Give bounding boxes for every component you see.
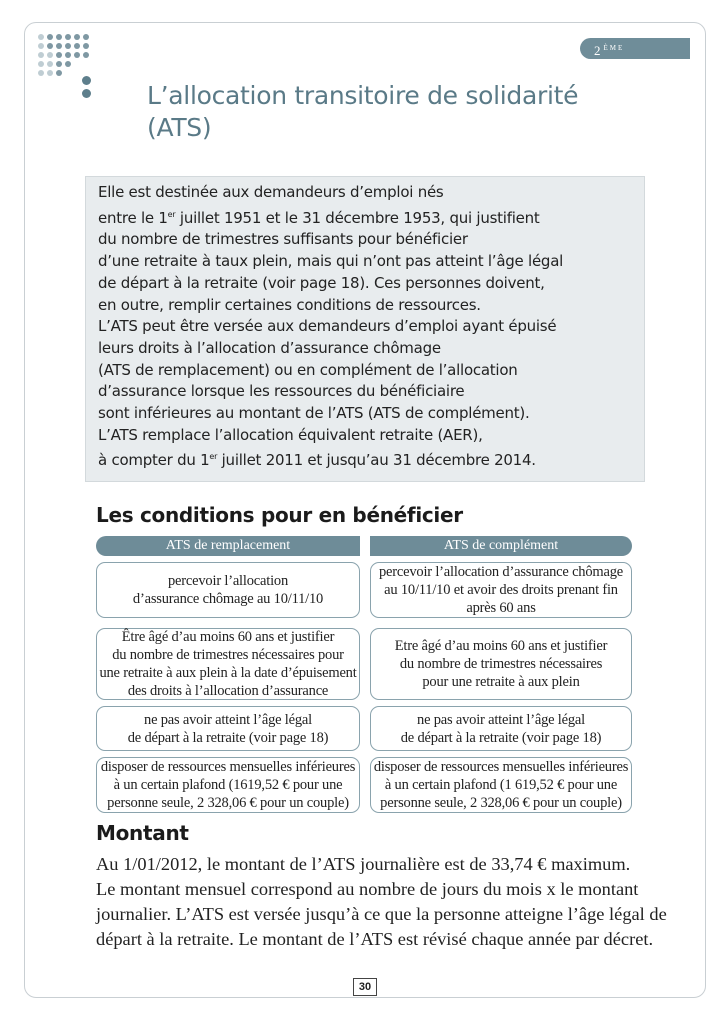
montant-heading: Montant <box>96 821 189 845</box>
intro-line: entre le 1er juillet 1951 et le 31 décembre 1953, qui justifient <box>98 208 540 227</box>
part-tab <box>580 38 690 79</box>
montant-paragraph <box>96 852 667 952</box>
montant-line: Au 1/01/2012, le montant de l’ATS journalière est de 33,74 € maximum. <box>96 854 631 874</box>
intro-line: d’une retraite à taux plein, mais qui n’ont pas atteint l’âge légal <box>98 252 564 271</box>
condition-box-right-2: Etre âgé d’au moins 60 ans et justifier du nombre de trimestres nécessaires pour une retraite à aux plein <box>370 628 632 700</box>
intro-line: L’ATS peut être versée aux demandeurs d’emploi ayant épuisé <box>98 317 557 336</box>
montant-line: journalier. L’ATS est versée jusqu’à ce que la personne atteigne l’âge légal de <box>96 904 667 924</box>
part-label: PARTIE <box>594 64 656 79</box>
montant-line: départ à la retraite. Le montant de l’ATS est révisé chaque année par décret. <box>96 929 654 949</box>
decorative-dots <box>38 34 98 100</box>
intro-line: d’assurance lorsque les ressources du bénéficiaire <box>98 382 465 401</box>
condition-box-right-4: disposer de ressources mensuelles inférieures à un certain plafond (1 619,52 € pour une personne seule, 2 328,06 € pour un couple) <box>370 757 632 813</box>
column-header-complement: ATS de complément <box>370 536 632 556</box>
condition-box-left-4: disposer de ressources mensuelles inférieures à un certain plafond (1619,52 € pour une personne seule, 2 328,06 € pour un couple) <box>96 757 360 813</box>
intro-line: leurs droits à l’allocation d’assurance chômage <box>98 338 441 357</box>
condition-box-right-1: percevoir l’allocation d’assurance chômage au 10/11/10 et avoir des droits prenant fin après 60 ans <box>370 562 632 618</box>
intro-line: en outre, remplir certaines conditions de ressources. <box>98 295 481 314</box>
conditions-heading: Les conditions pour en bénéficier <box>96 503 463 527</box>
part-suffix: ÈME <box>603 44 625 52</box>
montant-line: Le montant mensuel correspond au nombre de jours du mois x le montant <box>96 879 639 899</box>
column-header-remplacement: ATS de remplacement <box>96 536 360 556</box>
intro-box <box>85 176 645 482</box>
intro-line: sont inférieures au montant de l’ATS (ATS de complément). <box>98 404 530 423</box>
part-number: 2 <box>594 43 604 58</box>
title-line-2: (ATS) <box>147 113 212 142</box>
page-number: 30 <box>353 978 377 996</box>
intro-line: L’ATS remplace l’allocation équivalent retraite (AER), <box>98 425 483 444</box>
intro-line: de départ à la retraite (voir page 18). Ces personnes doivent, <box>98 273 545 292</box>
condition-box-right-3: ne pas avoir atteint l’âge légal de départ à la retraite (voir page 18) <box>370 706 632 751</box>
intro-line: (ATS de remplacement) ou en complément de l’allocation <box>98 360 518 379</box>
intro-line: du nombre de trimestres suffisants pour bénéficier <box>98 230 468 249</box>
page-title <box>147 80 667 144</box>
title-line-1: L’allocation transitoire de solidarité <box>147 81 579 110</box>
condition-box-left-3: ne pas avoir atteint l’âge légal de départ à la retraite (voir page 18) <box>96 706 360 751</box>
condition-box-left-2: Être âgé d’au moins 60 ans et justifier du nombre de trimestres nécessaires pour une retraite à aux plein à la date d’épuisement des droits à l’allocation d’assurance <box>96 628 360 700</box>
intro-line: Elle est destinée aux demandeurs d’emploi nés <box>98 183 444 201</box>
intro-line: à compter du 1er juillet 2011 et jusqu’au 31 décembre 2014. <box>98 451 536 470</box>
condition-box-left-1: percevoir l’allocation d’assurance chômage au 10/11/10 <box>96 562 360 618</box>
